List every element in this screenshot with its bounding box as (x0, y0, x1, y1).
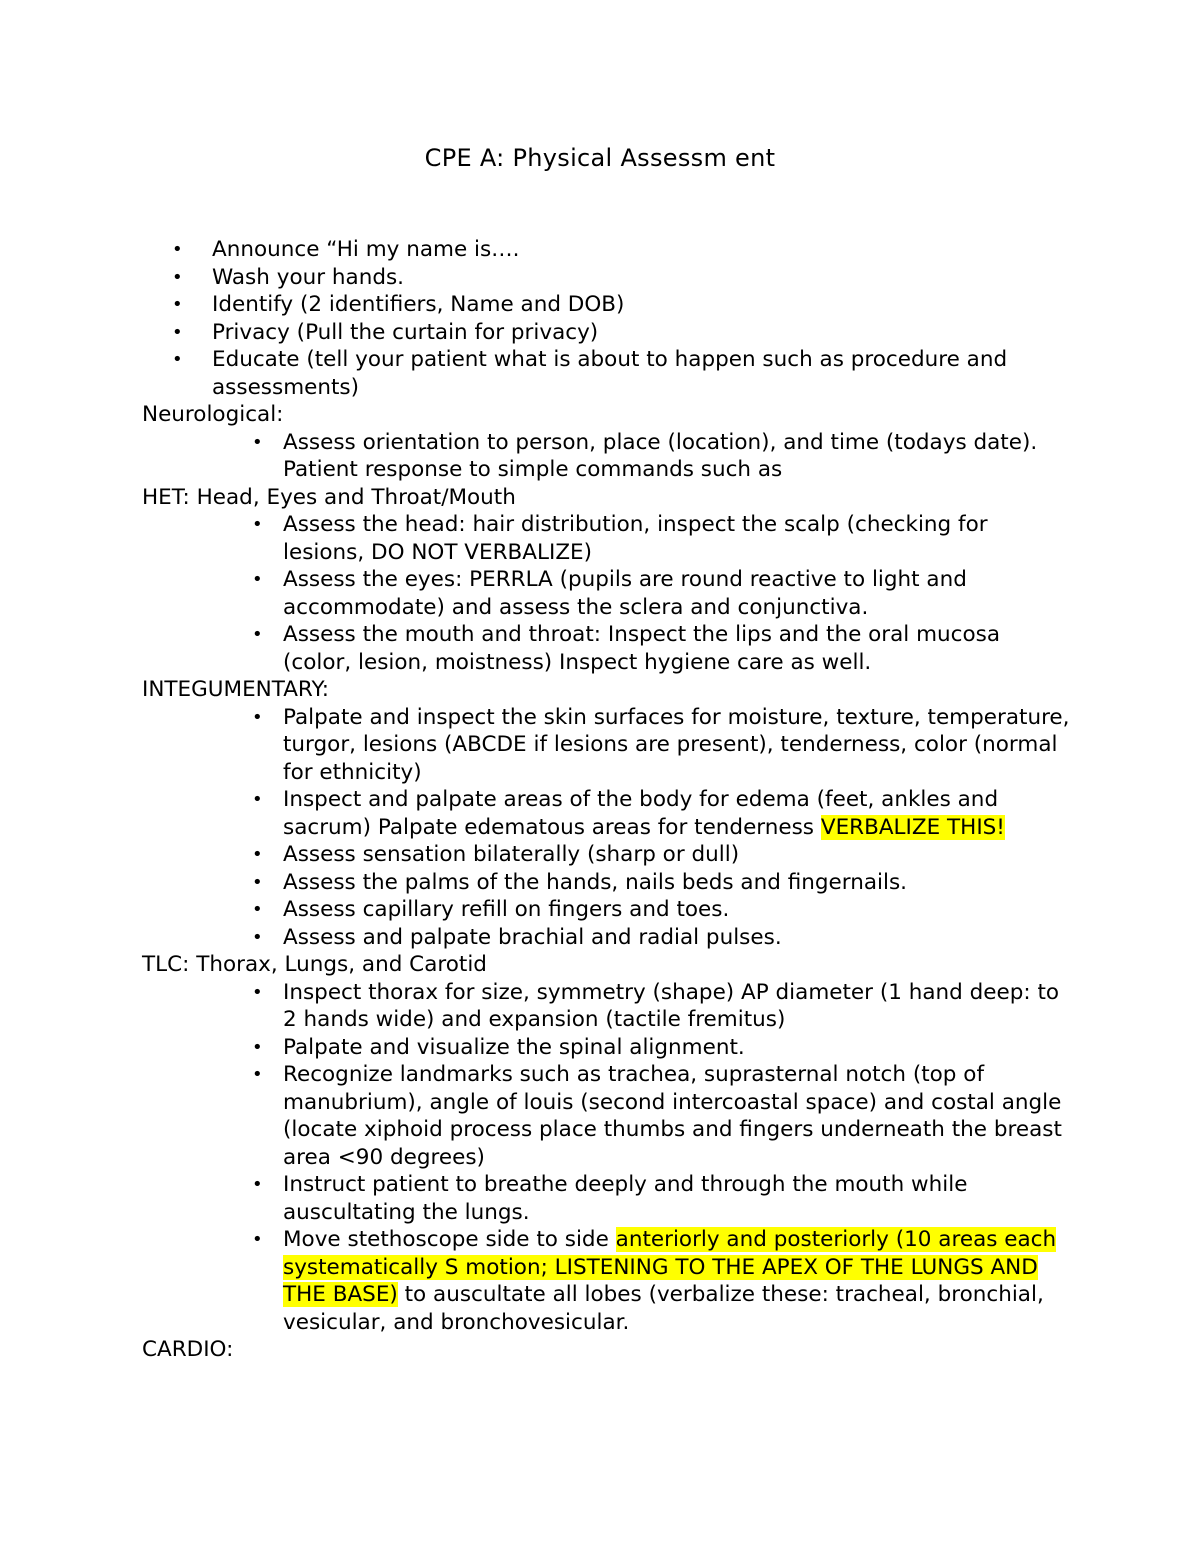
list-item-text: Announce “Hi my name is…. (212, 237, 520, 262)
bullet-icon: • (172, 294, 183, 315)
bullet-icon: • (172, 321, 183, 343)
list-item (142, 566, 1072, 621)
list-item-text: Palpate and inspect the skin surfaces for moisture, texture, temperature, turgor, lesions (ABCDE if lesions are present), tenderness, color (normal for ethnicity) (283, 704, 1070, 785)
list-item-text: Palpate and visualize the spinal alignment. (283, 1034, 745, 1060)
bullet-icon: • (252, 789, 263, 810)
bullet-icon: • (252, 569, 263, 590)
list-item (142, 786, 1072, 841)
bullet-icon: • (252, 871, 263, 893)
bullet-icon: • (252, 1064, 263, 1085)
list-item-text: Assess capillary refill on fingers and toes. (283, 897, 730, 922)
list-item (142, 704, 1072, 787)
highlighted-text: VERBALIZE THIS! (820, 814, 1005, 840)
list-item (142, 319, 1072, 347)
page-title: CPE A: Physical Assessm ent (424, 144, 776, 172)
list-item-text: Recognize landmarks such as trachea, suprasternal notch (top of manubrium), angle of louis (second intercoastal space) and costal angle (locate xiphoid process place thumbs and fingers underneath the breast area <90 degrees) (283, 1062, 1062, 1170)
highlighted-text: anteriorly and posteriorly (10 areas each systematically S motion; LISTENING TO THE APEX OF THE LUNGS AND THE BASE) (283, 1227, 1057, 1307)
list-item (142, 1034, 1072, 1062)
bullet-icon: • (252, 899, 263, 920)
bullet-icon: • (252, 981, 263, 1003)
het-list (142, 511, 1072, 676)
list-item-text: Identify (2 identifiers, Name and DOB) (212, 292, 625, 317)
bullet-icon: • (252, 431, 263, 453)
list-item-text-continued: to auscultate all lobes (verbalize these: tracheal, bronchial, vesicular, and bronchovesicular. (283, 1282, 1044, 1335)
list-item (142, 291, 1072, 319)
intro-list (142, 236, 1072, 401)
bullet-icon: • (172, 239, 183, 260)
integumentary-list (142, 704, 1072, 952)
bullet-icon: • (252, 706, 263, 728)
list-item-text: Wash your hands. (212, 264, 405, 290)
list-item (142, 979, 1072, 1034)
bullet-icon: • (252, 624, 263, 645)
list-item (142, 346, 1072, 401)
section-heading-cardio: CARDIO: (142, 1337, 234, 1362)
list-item (142, 429, 1072, 484)
list-item (142, 264, 1072, 292)
list-item-text: Assess the palms of the hands, nails beds and fingernails. (283, 869, 908, 895)
list-item (142, 621, 1072, 676)
list-item (142, 1061, 1072, 1171)
list-item-text: Move stethoscope side to side (283, 1227, 616, 1252)
list-item (142, 236, 1072, 264)
bullet-icon: • (252, 514, 263, 535)
section-heading-tlc: TLC: Thorax, Lungs, and Carotid (142, 952, 487, 977)
bullet-icon: • (172, 349, 183, 370)
list-item-text: Assess sensation bilaterally (sharp or dull) (283, 842, 740, 867)
bullet-icon: • (252, 1229, 263, 1250)
list-item-text: Inspect and palpate areas of the body for edema (feet, ankles and sacrum) Palpate edematous areas for tenderness (283, 787, 999, 840)
list-item-text: Privacy (Pull the curtain for privacy) (212, 319, 599, 345)
section-heading-integumentary: INTEGUMENTARY: (142, 677, 330, 702)
list-item-text: Assess and palpate brachial and radial pulses. (283, 924, 782, 950)
list-item-text: Assess orientation to person, place (location), and time (todays date). Patient response to simple commands such as (283, 429, 1038, 482)
section-heading-het: HET: Head, Eyes and Throat/Mouth (142, 484, 516, 510)
list-item-text: Inspect thorax for size, symmetry (shape) AP diameter (1 hand deep: to 2 hands wide) and expansion (tactile fremitus) (283, 979, 1060, 1032)
list-item-text: Assess the mouth and throat: Inspect the lips and the oral mucosa (color, lesion, moistness) Inspect hygiene care as well. (283, 622, 1001, 675)
bullet-icon: • (252, 1174, 263, 1195)
tlc-list (142, 979, 1072, 1337)
list-item (142, 1226, 1072, 1336)
list-item (142, 896, 1072, 924)
list-item-text: Assess the eyes: PERRLA (pupils are round reactive to light and accommodate) and assess the sclera and conjunctiva. (283, 567, 967, 620)
bullet-icon: • (252, 926, 263, 948)
list-item-text: Instruct patient to breathe deeply and through the mouth while auscultating the lungs. (283, 1172, 968, 1225)
section-heading-neurological: Neurological: (142, 402, 284, 427)
list-item (142, 1171, 1072, 1226)
list-item (142, 924, 1072, 952)
list-item (142, 511, 1072, 566)
list-item-text: Educate (tell your patient what is about to happen such as procedure and assessments) (212, 347, 1008, 400)
list-item-text: Assess the head: hair distribution, inspect the scalp (checking for lesions, DO NOT VERBALIZE) (283, 512, 988, 565)
list-item (142, 841, 1072, 869)
bullet-icon: • (252, 1036, 263, 1058)
list-item (142, 869, 1072, 897)
bullet-icon: • (252, 844, 263, 865)
document-body (142, 236, 1072, 1364)
bullet-icon: • (172, 266, 183, 288)
neurological-list (142, 429, 1072, 484)
